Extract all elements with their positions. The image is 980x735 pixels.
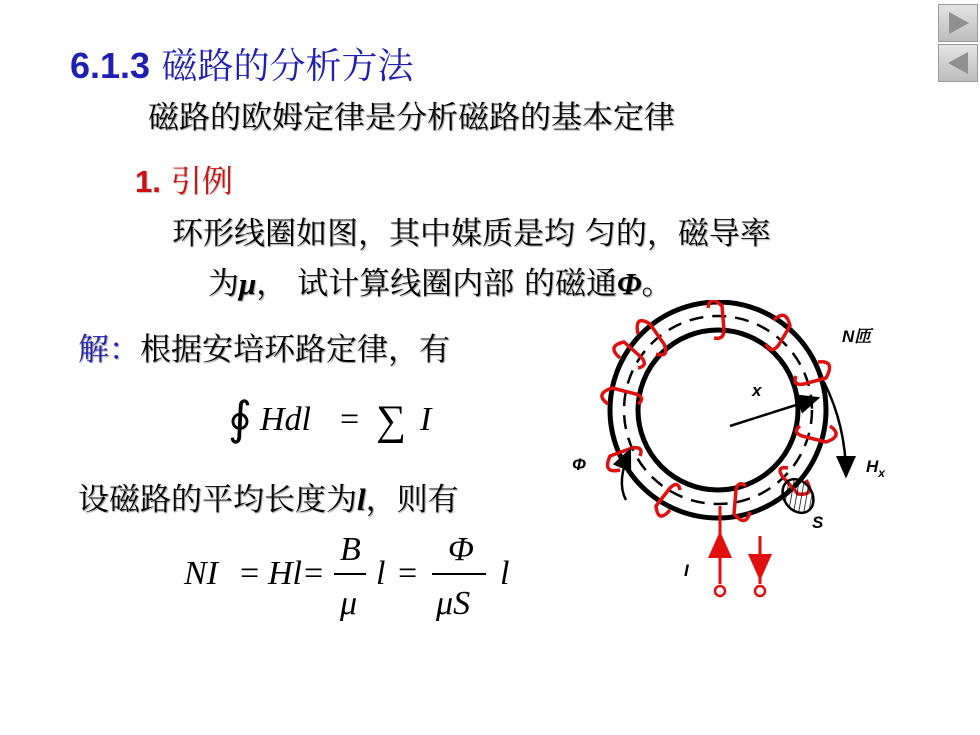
prev-slide-button[interactable] <box>938 44 978 82</box>
formula2-hl: Hl <box>268 555 302 592</box>
problem-line-2-prefix: 为 <box>208 266 239 302</box>
assumption-line <box>78 478 459 522</box>
section-heading <box>135 160 233 204</box>
summation-symbol: ∑ <box>376 398 406 444</box>
section-number: 1. <box>135 164 161 199</box>
formula1-lhs: Hdl <box>260 401 311 438</box>
phi-symbol: Φ <box>616 266 642 301</box>
problem-line-2-mid: ， 试计算线圈内部 的磁通 <box>256 266 617 302</box>
play-right-icon <box>939 5 977 41</box>
formula2-eq3: = <box>398 555 418 592</box>
subtitle: 磁路的欧姆定律是分析磁路的基本定律 <box>148 100 675 136</box>
formula2-eq1: = <box>240 555 260 592</box>
assume-variable: l <box>357 482 366 517</box>
label-area: S <box>812 513 824 532</box>
magnetic-ohm-law-formula <box>180 528 540 628</box>
contour-integral-symbol: ∮ <box>228 393 252 444</box>
terminal-right <box>755 586 765 596</box>
assume-prefix: 设磁路的平均长度为 <box>78 482 357 518</box>
formula1-equals: = <box>340 401 360 438</box>
terminal-left <box>715 586 725 596</box>
slide-title <box>70 42 414 91</box>
label-field: $H_x$ <box>866 457 885 480</box>
solution-text: 根据安培环路定律，有 <box>140 332 450 368</box>
solution-label: 解： <box>78 332 140 368</box>
label-flux: Φ <box>572 455 586 474</box>
frac1-denominator: μ <box>340 585 358 622</box>
frac1-numerator: B <box>340 531 361 568</box>
formula2-eq2: = <box>304 555 324 592</box>
toroid-coil-diagram <box>560 300 910 620</box>
frac2-numerator: Φ <box>448 531 474 568</box>
problem-line-1: 环形线圈如图，其中媒质是均 匀的，磁导率 <box>172 216 771 252</box>
frac2-denominator: μS <box>436 585 471 622</box>
formula2-lhs: NI <box>184 555 218 592</box>
title-number: 6.1.3 <box>70 45 151 86</box>
label-radius: x <box>752 381 762 400</box>
ampere-law-formula <box>220 390 480 450</box>
mu-symbol: μ <box>239 266 257 301</box>
section-text: 引例 <box>170 164 233 200</box>
problem-line-2-suffix: 。 <box>641 266 673 302</box>
assume-suffix: ，则有 <box>365 482 459 518</box>
cross-section-area <box>776 473 820 519</box>
title-text: 磁路的分析方法 <box>161 46 414 87</box>
label-turns: N匝 <box>842 327 872 346</box>
formula1-rhs: I <box>420 401 432 438</box>
next-slide-button[interactable] <box>938 4 978 42</box>
solution-line <box>78 328 450 372</box>
formula2-l1: l <box>376 555 386 592</box>
play-left-icon <box>939 45 977 81</box>
label-current: I <box>684 561 689 580</box>
radius-arrow <box>730 398 818 426</box>
formula2-l2: l <box>500 555 510 592</box>
